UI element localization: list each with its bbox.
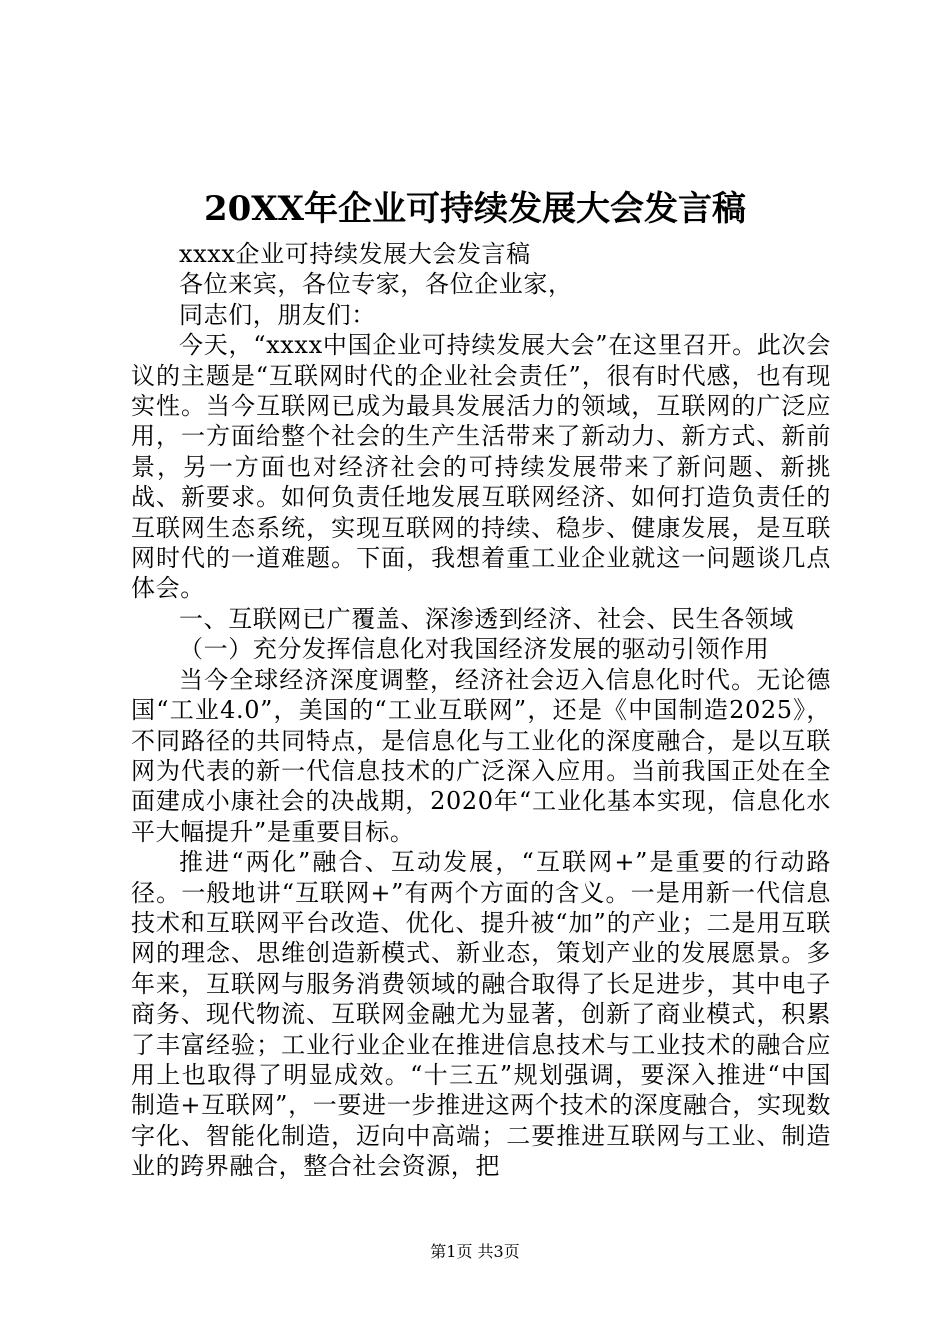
section-heading-one: 一、互联网已广覆盖、深渗透到经济、社会、民生各领域	[179, 604, 794, 633]
document-body	[131, 239, 831, 1182]
paragraph-heading-line: xxxx企业可持续发展大会发言稿	[179, 240, 531, 268]
paragraph-salutation-friends: 同志们，朋友们：	[179, 300, 376, 329]
subsection-heading-one: （一）充分发挥信息化对我国经济发展的驱动引领作用	[179, 635, 770, 664]
paragraph-global-economy: 当今全球经济深度调整，经济社会迈入信息化时代。无论德国“工业4.0”，美国的“工业互联网”，还是《中国制造2025》，不同路径的共同特点，是信息化与工业化的深度融合，是以互联网为代表的新一代信息技术的广泛深入应用。当前我国正处在全面建成小康社会的决战期，2020年“工业化基本实现，信息化水平大幅提升”是重要目标。	[131, 665, 831, 846]
paragraph-internet-plus: 推进“两化”融合、互动发展，“互联网+”是重要的行动路径。一般地讲“互联网+”有两个方面的含义。一是用新一代信息技术和互联网平台改造、优化、提升被“加”的产业；二是用互联网的理念、思维创造新模式、新业态，策划产业的发展愿景。多年来，互联网与服务消费领域的融合取得了长足进步，其中电子商务、现代物流、互联网金融尤为显著，创新了商业模式，积累了丰富经验；工业行业企业在推进信息技术与工业技术的融合应用上也取得了明显成效。“十三五”规划强调，要深入推进“中国制造+互联网”，一要进一步推进这两个技术的深度融合，实现数字化、智能化制造，迈向中高端；二要推进互联网与工业、制造业的跨界融合，整合社会资源，把	[131, 848, 831, 1181]
page-number-footer: 第1页 共3页	[430, 1242, 520, 1261]
paragraph-salutation-guests: 各位来宾，各位专家，各位企业家，	[179, 270, 573, 299]
document-title: 20XX年企业可持续发展大会发言稿	[203, 189, 747, 229]
paragraph-introduction: 今天，“xxxx中国企业可持续发展大会”在这里召开。此次会议的主题是“互联网时代的企业社会责任”，很有时代感，也有现实性。当今互联网已成为最具发展活力的领域，互联网的广泛应用，一方面给整个社会的生产生活带来了新动力、新方式、新前景，另一方面也对经济社会的可持续发展带来了新问题、新挑战、新要求。如何负责任地发展互联网经济、如何打造负责任的互联网生态系统，实现互联网的持续、稳步、健康发展，是互联网时代的一道难题。下面，我想着重工业企业就这一问题谈几点体会。	[131, 331, 831, 603]
